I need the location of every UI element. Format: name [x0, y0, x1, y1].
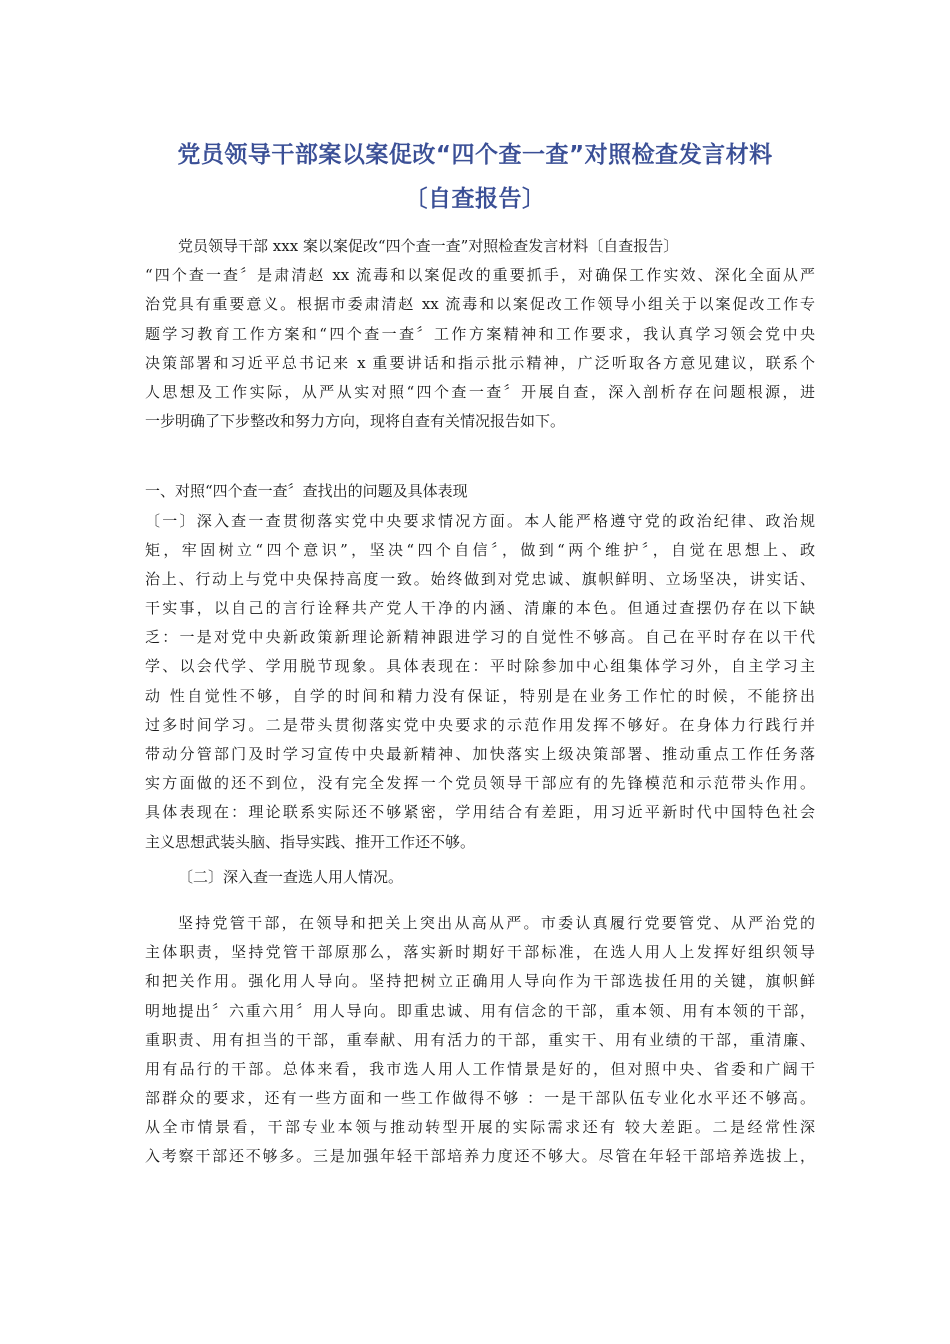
paragraph-line: 矩，牢固树立“四个意识”，坚决“四个自信〞，做到“两个维护〞，自觉在思想上、政: [145, 540, 815, 559]
paragraph-line: 一步明确了下步整改和努力方向，现将自查有关情况报告如下。: [145, 412, 566, 431]
paragraph-line: 入考察干部还不够多。三是加强年轻干部培养力度还不够大。尽管在年轻干部培养选拔上，: [145, 1147, 815, 1166]
intro-paragraph: [145, 261, 815, 436]
paragraph-line: 动 性自觉性不够，自学的时间和精力没有保证，特别是在业务工作忙的时候，不能挤出: [145, 686, 815, 705]
paragraph-line: 用有品行的干部。总体来看，我市选人用人工作情景是好的，但对照中央、省委和广阔干: [145, 1059, 815, 1078]
paragraph-line: 重职责、用有担当的干部，重奉献、用有活力的干部，重实干、用有业绩的干部，重清廉、: [145, 1030, 815, 1049]
section1-heading: 一、对照“四个查一查〞查找出的问题及具体表现: [145, 482, 468, 501]
paragraph-line: 题学习教育工作方案和“四个查一查〞工作方案精神和工作要求，我认真学习领会党中央: [145, 324, 815, 343]
paragraph-line: 过多时间学习。二是带头贯彻落实党中央要求的示范作用发挥不够好。在身体力行践行并: [145, 715, 815, 734]
paragraph-line: 学、以会代学、学用脱节现象。具体表现在：平时除参加中心组集体学习外，自主学习主: [145, 657, 815, 676]
paragraph-line: 决策部署和习近平总书记来 x 重要讲话和指示批示精神，广泛听取各方意见建议，联系个: [145, 353, 815, 372]
document-title-line1: 党员领导干部案以案促改“四个查一查”对照检查发言材料: [177, 142, 773, 168]
paragraph-line: 主义思想武装头脑、指导实践、推开工作还不够。: [145, 832, 476, 851]
paragraph-line: 乏：一是对党中央新政策新理论新精神跟进学习的自觉性不够高。自己在平时存在以干代: [145, 628, 815, 647]
paragraph-line: 治党具有重要意义。根据市委肃清赵 xx 流毒和以案促改工作领导小组关于以案促改工作专: [145, 295, 815, 314]
paragraph-line: 治上、行动上与党中央保持高度一致。始终做到对党忠诚、旗帜鲜明、立场坚决，讲实话、: [145, 569, 815, 588]
document-title-line2: 〔自查报告〕: [404, 186, 546, 212]
section2-heading: 〔二〕深入查一查选人用人情况。: [178, 867, 404, 886]
paragraph-line: 明地提出〞六重六用〞用人导向。即重忠诚、用有信念的干部，重本领、用有本领的干部，: [145, 1001, 815, 1020]
section1-paragraph: [145, 507, 815, 857]
paragraph-line: 坚持党管干部，在领导和把关上突出从高从严。市委认真履行党要管党、从严治党的: [178, 913, 815, 932]
paragraph-line: 实方面做的还不到位，没有完全发挥一个党员领导干部应有的先锋模范和示范带头作用。: [145, 774, 815, 793]
paragraph-line: 人思想及工作实际，从严从实对照“四个查一查〞开展自查，深入剖析存在问题根源，进: [145, 382, 815, 401]
paragraph-line: “四个查一查〞是肃清赵 xx 流毒和以案促改的重要抓手，对确保工作实效、深化全面从严: [145, 266, 815, 285]
section2-paragraph: [145, 909, 815, 1172]
paragraph-line: 主体职责，坚持党管干部原那么，落实新时期好干部标准，在选人用人上发挥好组织领导: [145, 943, 815, 962]
paragraph-line: 具体表现在：理论联系实际还不够紧密，学用结合有差距，用习近平新时代中国特色社会: [145, 803, 815, 822]
paragraph-line: 部群众的要求，还有一些方面和一些工作做得不够 ：一是干部队伍专业化水平还不够高。: [145, 1089, 815, 1108]
paragraph-line: 和把关作用。强化用人导向。坚持把树立正确用人导向作为干部选拔任用的关键，旗帜鲜: [145, 972, 815, 991]
paragraph-line: 干实事，以自己的言行诠释共产党人干净的内涵、清廉的本色。但通过查摆仍存在以下缺: [145, 599, 815, 618]
paragraph-line: 带动分管部门及时学习宣传中央最新精神、加快落实上级决策部署、推动重点工作任务落: [145, 745, 815, 763]
intro-heading: 党员领导干部 xxx 案以案促改“四个查一查”对照检查发言材料〔自查报告〕: [178, 237, 679, 255]
document-body: [145, 232, 815, 1172]
paragraph-line: 从全市情景看，干部专业本领与推动转型开展的实际需求还有 较大差距。二是经常性深: [145, 1118, 815, 1137]
paragraph-line: 〔一〕深入查一查贯彻落实党中央要求情况方面。本人能严格遵守党的政治纪律、政治规: [145, 511, 815, 530]
